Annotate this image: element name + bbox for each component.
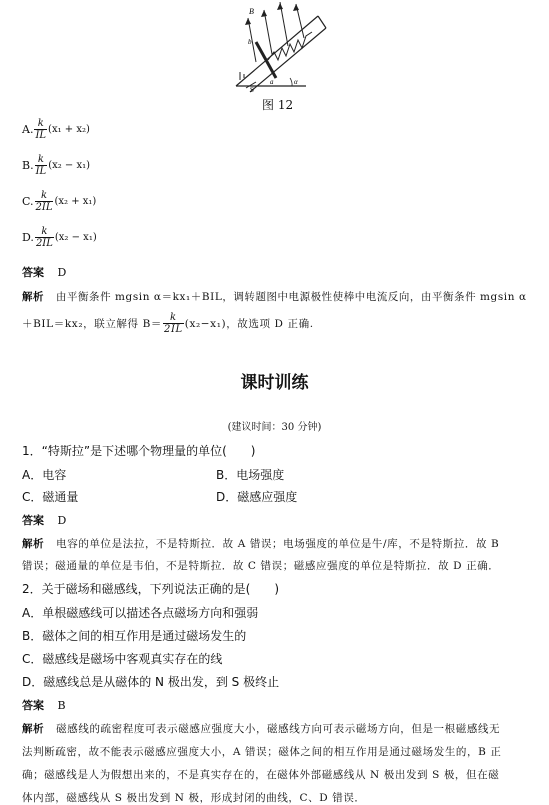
time-note: (建议时间：30 分钟) — [227, 422, 322, 433]
analysis-text: 电容的单位是法拉，不是特斯拉．故 A 错误；电场强度的单位是牛/库，不是特斯拉．故 B — [56, 538, 500, 550]
frac-den: 2IL — [35, 202, 53, 213]
analysis-text: (x₂−x₁)，故选项 D 正确. — [184, 318, 314, 330]
option-a — [22, 118, 90, 141]
option-c — [22, 190, 96, 213]
q1-analysis-line-2: 错误；磁通量的单位是韦伯，不是特斯拉．故 C 错误；磁感应强度的单位是特斯拉．故 D 正确． — [22, 560, 500, 572]
option-letter: B. — [22, 159, 34, 172]
option-letter: D. — [22, 231, 34, 244]
q1-option-b: B．电场强度 — [216, 468, 285, 482]
frac-num: k — [41, 226, 48, 237]
analysis-label: 解析 — [22, 291, 45, 303]
frac-den: IL — [35, 130, 47, 141]
option-b — [22, 154, 90, 177]
q1-option-c: C．磁通量 — [22, 490, 79, 504]
analysis-label: 解析 — [22, 538, 45, 550]
answer-value: B — [57, 699, 66, 712]
q2-option-d: D．磁感线总是从磁体的 N 极出发，到 S 极终止 — [22, 675, 280, 689]
option-expr: (x₁ + x₂) — [48, 124, 90, 135]
frac-den: IL — [35, 166, 47, 177]
frac-num: k — [40, 190, 48, 201]
q2-option-c: C．磁感线是磁场中客观真实存在的线 — [22, 652, 223, 666]
section-title: 课时训练 — [240, 373, 309, 393]
analysis-text: 由平衡条件 mgsin α＝kx₁＋BIL，调转题图中电源极性使棒中电流反向，由平衡条件 mgsin α — [55, 291, 527, 303]
analysis-text: ＋BIL＝kx₂，联立解得 B＝ — [22, 318, 162, 330]
option-d — [22, 226, 97, 249]
frac-num: k — [170, 312, 177, 323]
analysis-text: 磁感线的疏密程度可表示磁感应强度大小，磁感线方向可表示磁场方向，但是一根磁感线无 — [56, 723, 501, 735]
q1-option-d: D．磁感应强度 — [216, 490, 298, 504]
answer-label: 答案 — [22, 699, 44, 712]
q1-stem: 1．“特斯拉”是下述哪个物理量的单位( ) — [22, 444, 256, 458]
answer-label: 答案 — [22, 266, 44, 279]
q2-analysis-line-2: 法判断疏密，故不能表示磁感应强度大小，A 错误；磁体之间的相互作用是通过磁场发生的，B 正 — [22, 746, 502, 758]
q2-analysis-line-1 — [22, 721, 500, 736]
switch-label-S: S — [250, 86, 254, 94]
option-expr: (x₂ − x₁) — [48, 160, 91, 171]
analysis-line-1 — [22, 289, 527, 304]
frac-num: k — [37, 154, 44, 165]
answer-label: 答案 — [22, 514, 44, 527]
option-expr: (x₂ + x₁) — [54, 196, 97, 207]
q2-answer-line — [22, 697, 66, 713]
rod-label-a: a — [270, 78, 274, 86]
incline-figure — [226, 2, 330, 94]
frac-num: k — [37, 118, 44, 129]
angle-label-alpha: α — [294, 78, 298, 86]
field-label-B: B — [249, 7, 254, 16]
q1-analysis-line-1 — [22, 536, 499, 551]
q2-option-b: B．磁体之间的相互作用是通过磁场发生的 — [22, 629, 247, 643]
rod-label-b: b — [248, 38, 252, 46]
frac-den: 2IL — [163, 324, 183, 335]
q2-analysis-line-4: 体内部，磁感线从 S 极出发到 N 极，形成封闭的曲线，C、D 错误． — [22, 792, 366, 804]
answer-value: D — [57, 266, 67, 279]
analysis-label: 解析 — [22, 723, 45, 735]
q2-stem: 2．关于磁场和磁感线，下列说法正确的是( ) — [22, 582, 279, 596]
q1-answer-line — [22, 512, 66, 528]
q1-option-a: A．电容 — [22, 468, 67, 482]
option-letter: A. — [22, 123, 34, 136]
q2-analysis-line-3: 确；磁感线是人为假想出来的，不是真实存在的，在磁体外部磁感线从 N 极出发到 S 极，但在磁 — [22, 769, 500, 781]
figure-caption: 图 12 — [262, 98, 294, 112]
analysis-line-2 — [22, 312, 314, 335]
option-letter: C. — [22, 195, 34, 208]
frac-den: 2IL — [35, 238, 53, 249]
q2-option-a: A．单根磁感线可以描述各点磁场方向和强弱 — [22, 606, 259, 620]
answer-value: D — [57, 514, 67, 527]
option-expr: (x₂ − x₁) — [54, 232, 97, 243]
answer-line — [22, 264, 66, 280]
